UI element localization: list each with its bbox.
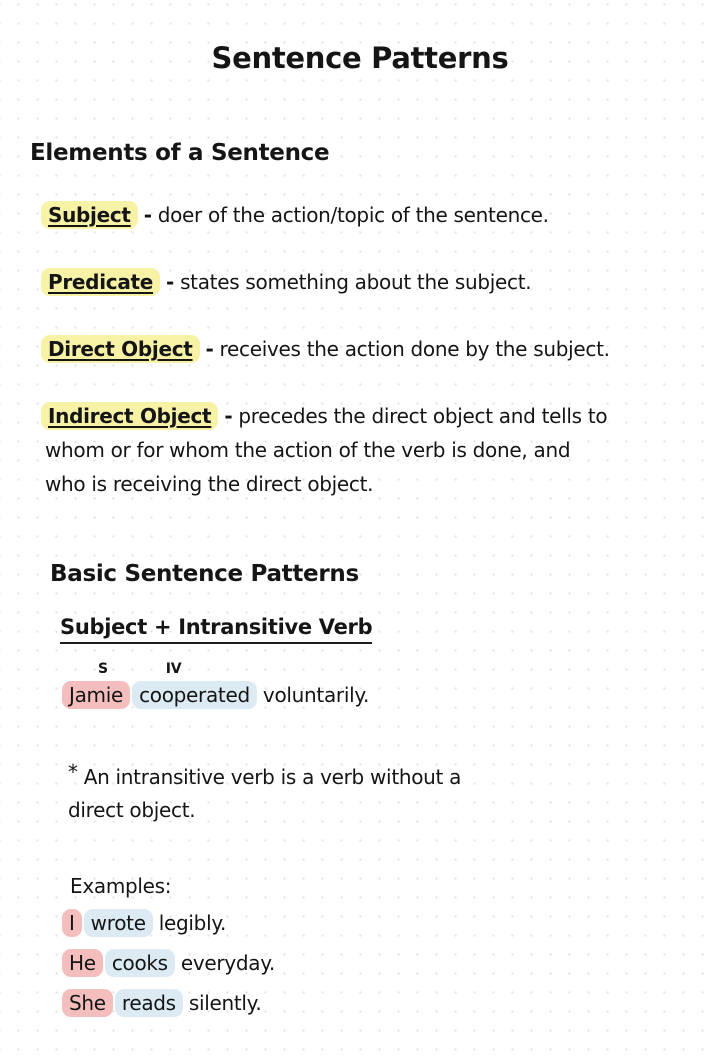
definition-text: states something about the subject. (180, 270, 532, 294)
example-subject-highlight: She (62, 989, 113, 1017)
pos-label-verb: IV (165, 661, 182, 677)
note-text-line2: direct object. (68, 798, 196, 822)
definition-dash: - (205, 337, 214, 361)
example-subject-highlight: I (62, 909, 82, 937)
section-heading-elements: Elements of a Sentence (30, 140, 330, 166)
example-rest: everyday. (180, 951, 275, 975)
note-asterisk: * (68, 760, 78, 784)
example-row-1 (66, 908, 720, 939)
definition-text: receives the action done by the subject. (219, 337, 610, 361)
definition-text-line2: whom or for whom the action of the verb is done, and (45, 438, 571, 462)
intransitive-note (68, 756, 588, 827)
pattern-subheading-wrap (60, 615, 720, 644)
model-sentence (66, 680, 720, 710)
term-highlight-indirect-object: Indirect Object (41, 402, 218, 430)
model-subject-highlight: Jamie (62, 681, 130, 709)
term-highlight-predicate: Predicate (41, 268, 160, 296)
model-sentence-rest: voluntarily. (262, 683, 370, 707)
definition-text-line3: who is receiving the direct object. (45, 472, 374, 496)
definitions-list (45, 198, 685, 501)
definition-text-line1: precedes the direct object and tells to (238, 404, 608, 428)
example-rest: silently. (188, 991, 262, 1015)
note-text-line1: An intransitive verb is a verb without a (83, 765, 462, 789)
example-verb-highlight: reads (115, 989, 183, 1017)
definition-dash: - (224, 404, 233, 428)
definition-dash: - (166, 270, 175, 294)
pos-label-row (66, 662, 720, 677)
example-row-2 (66, 948, 720, 979)
section-heading-patterns: Basic Sentence Patterns (50, 561, 359, 587)
pos-label-subject: S (98, 661, 108, 677)
note-page (0, 40, 720, 1056)
page-title: Sentence Patterns (211, 41, 509, 75)
examples-label: Examples: (70, 874, 172, 898)
definition-indirect-object (45, 399, 685, 501)
examples-list (66, 908, 720, 1019)
pattern-subheading: Subject + Intransitive Verb (60, 615, 372, 644)
example-subject-highlight: He (62, 949, 103, 977)
term-highlight-direct-object: Direct Object (41, 335, 200, 363)
definition-subject (45, 198, 685, 232)
example-verb-highlight: cooks (105, 949, 175, 977)
definition-dash: - (143, 203, 152, 227)
model-verb-highlight: cooperated (132, 681, 257, 709)
example-verb-highlight: wrote (84, 909, 153, 937)
definition-predicate (45, 265, 685, 299)
term-highlight-subject: Subject (41, 201, 138, 229)
example-row-3 (66, 988, 720, 1019)
definition-text: doer of the action/topic of the sentence. (157, 203, 549, 227)
example-rest: legibly. (158, 911, 227, 935)
definition-direct-object (45, 332, 685, 366)
